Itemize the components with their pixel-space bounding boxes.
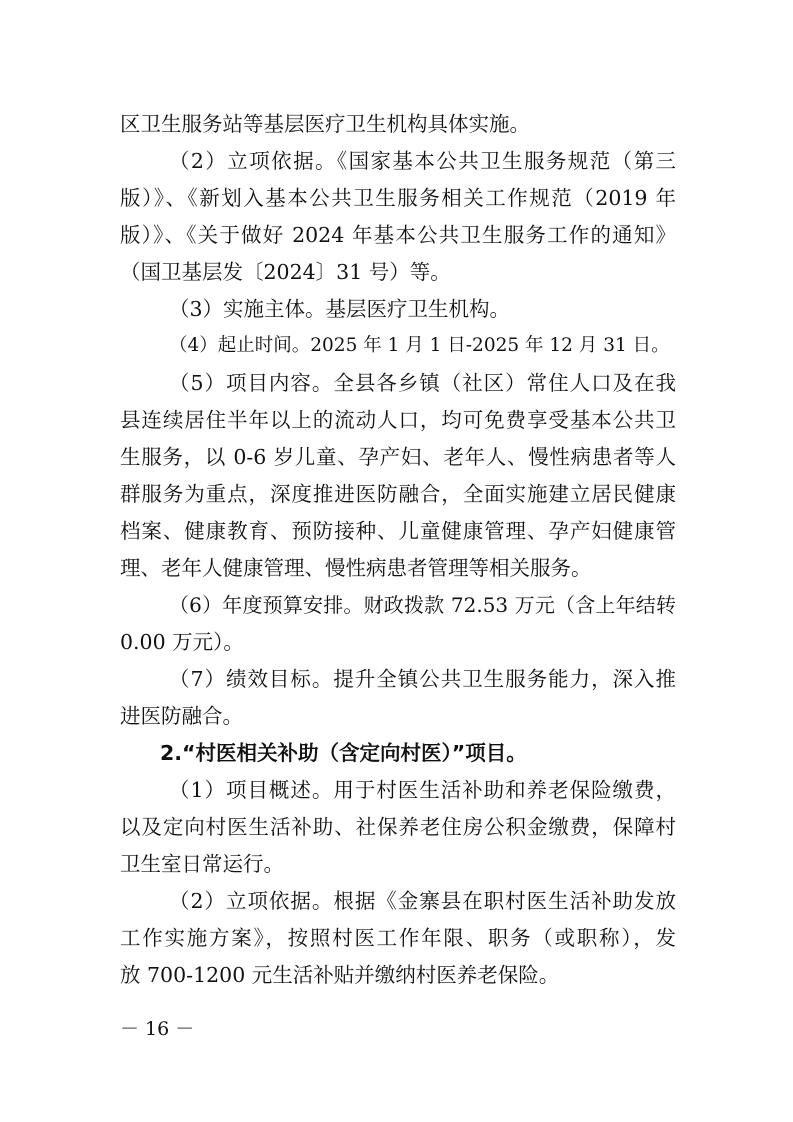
body-text-line: 理、老年人健康管理、慢性病患者管理等相关服务。 (120, 556, 592, 580)
body-text-line: （5）项目内容。全县各乡镇（社区）常住人口及在我 (169, 371, 676, 395)
body-text-line: 以及定向村医生活补助、社保养老住房公积金缴费，保障村 (120, 815, 676, 839)
body-text-line: 生服务，以 0-6 岁儿童、孕产妇、老年人、慢性病患者等人 (120, 445, 676, 469)
body-text-line: 群服务为重点，深度推进医防融合，全面实施建立居民健康 (120, 482, 676, 506)
body-text-line: （国卫基层发〔2024〕31 号）等。 (120, 260, 451, 284)
body-text-line: 0.00 万元）。 (120, 630, 244, 654)
body-text-line: 放 700-1200 元生活补贴并缴纳村医养老保险。 (120, 963, 560, 987)
body-text-line: （1）项目概述。用于村医生活补助和养老保险缴费， (169, 778, 676, 802)
page-number: － 16 － (120, 1018, 195, 1040)
body-text-line: （6）年度预算安排。财政拨款 72.53 万元（含上年结转 (169, 593, 676, 617)
body-text-line: 进医防融合。 (120, 704, 243, 728)
body-text-line: （3）实施主体。基层医疗卫生机构。 (169, 297, 511, 321)
body-text-line: 版）》、《关于做好 2024 年基本公共卫生服务工作的通知》 (120, 223, 676, 247)
body-text-line: 工作实施方案》，按照村医工作年限、职务（或职称），发 (120, 926, 676, 950)
body-text-line: 区卫生服务站等基层医疗卫生机构具体实施。 (120, 112, 530, 136)
section-heading: 2.“村医相关补助（含定向村医）”项目。 (160, 741, 527, 765)
body-text-line: 卫生室日常运行。 (120, 852, 284, 876)
body-text-line: （7）绩效目标。提升全镇公共卫生服务能力，深入推 (169, 667, 676, 691)
body-text-line: （2）立项依据。根据《金寨县在职村医生活补助发放 (169, 889, 676, 913)
body-text-line: 档案、健康教育、预防接种、儿童健康管理、孕产妇健康管 (120, 519, 676, 543)
body-text-line: 版）》、《新划入基本公共卫生服务相关工作规范（2019 年 (120, 186, 676, 210)
body-text-line: （2）立项依据。《国家基本公共卫生服务规范（第三 (169, 149, 676, 173)
body-text-line: （4）起止时间。2025 年 1 月 1 日-2025 年 12 月 31 日。 (169, 335, 670, 356)
body-text-line: 县连续居住半年以上的流动人口，均可免费享受基本公共卫 (120, 408, 676, 432)
